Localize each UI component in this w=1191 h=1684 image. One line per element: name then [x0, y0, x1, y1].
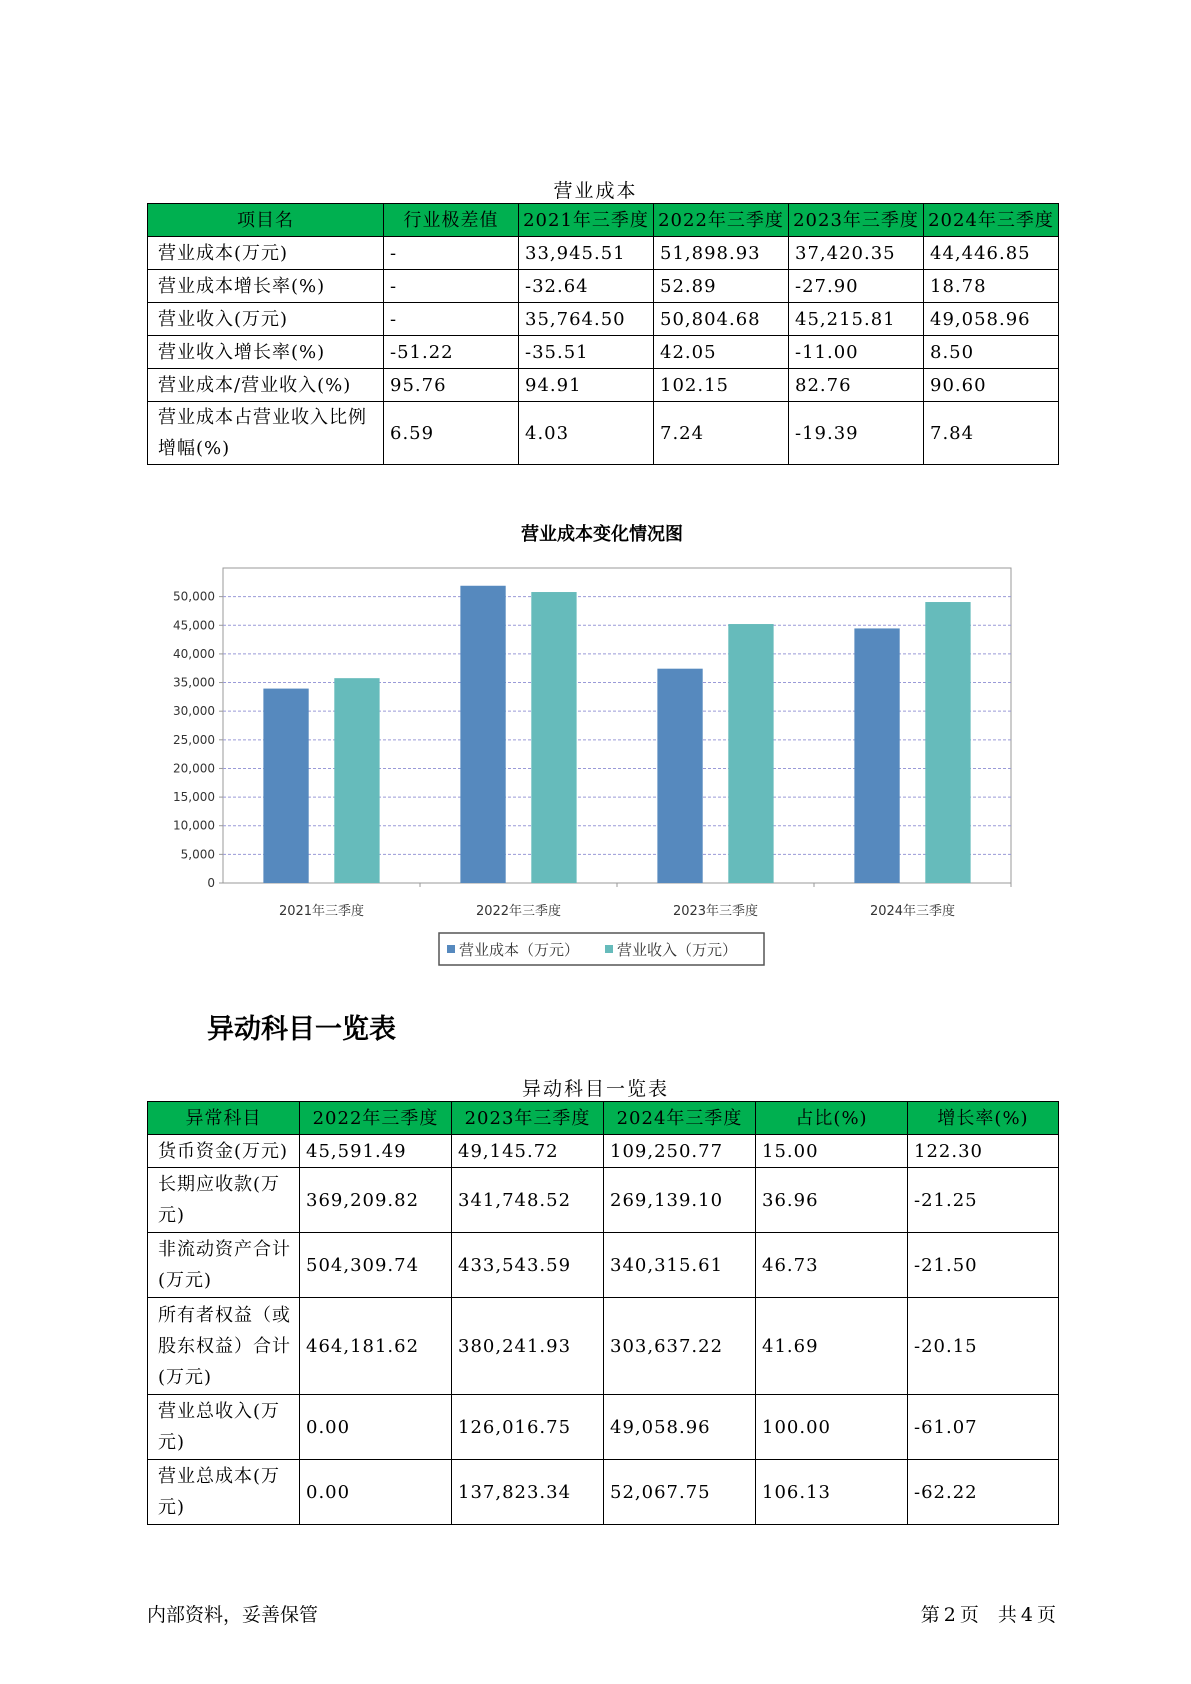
table-cell: 15.00 — [756, 1135, 908, 1168]
page-mid: 页 共 — [959, 1604, 1017, 1626]
footer-page-number — [919, 1600, 1058, 1627]
table2-caption: 异动科目一览表 — [521, 1078, 669, 1100]
table-cell: 44,446.85 — [924, 237, 1059, 270]
table-row — [148, 402, 1059, 465]
table-cell: 45,591.49 — [300, 1135, 452, 1168]
table-cell: 102.15 — [654, 369, 789, 402]
table-cell: 18.78 — [924, 270, 1059, 303]
table1-header-row — [148, 204, 1059, 237]
table-row — [148, 1460, 1059, 1525]
table-cell: 46.73 — [756, 1233, 908, 1298]
table-row — [148, 237, 1059, 270]
table-cell: 营业成本/营业收入(%) — [148, 369, 384, 402]
section-title: 异动科目一览表 — [207, 1014, 396, 1045]
table-row — [148, 1395, 1059, 1460]
table-cell: 营业成本占营业收入比例增幅(%) — [148, 402, 384, 465]
table-cell: - — [384, 303, 519, 336]
table-cell: -27.90 — [789, 270, 924, 303]
table1-header: 2021年三季度 — [519, 204, 654, 237]
table-cell: 货币资金(万元) — [148, 1135, 300, 1168]
bar-cost — [263, 689, 308, 883]
table1-header: 2023年三季度 — [789, 204, 924, 237]
y-tick-label: 45,000 — [173, 618, 215, 633]
table2-header: 增长率(%) — [908, 1102, 1059, 1135]
chart-title: 营业成本变化情况图 — [521, 524, 683, 545]
y-tick-label: 25,000 — [173, 732, 215, 747]
table-cell: 269,139.10 — [604, 1168, 756, 1233]
chart-legend — [439, 933, 764, 965]
table-cell: -62.22 — [908, 1460, 1059, 1525]
table-cell: -21.50 — [908, 1233, 1059, 1298]
table-cell: 45,215.81 — [789, 303, 924, 336]
x-axis — [279, 883, 1011, 919]
bar-revenue — [531, 592, 576, 883]
table-cell: 341,748.52 — [452, 1168, 604, 1233]
table-cell: 营业收入增长率(%) — [148, 336, 384, 369]
table-cell: 营业收入(万元) — [148, 303, 384, 336]
page-current: 2 — [943, 1604, 956, 1626]
y-tick-label: 10,000 — [173, 818, 215, 833]
table-cell: 35,764.50 — [519, 303, 654, 336]
table1-header: 2022年三季度 — [654, 204, 789, 237]
table-cell: 433,543.59 — [452, 1233, 604, 1298]
table-cell: 营业成本(万元) — [148, 237, 384, 270]
table-row — [148, 303, 1059, 336]
table-cell: 137,823.34 — [452, 1460, 604, 1525]
table2-header: 2022年三季度 — [300, 1102, 452, 1135]
table-cell: 100.00 — [756, 1395, 908, 1460]
table-row — [148, 1168, 1059, 1233]
table-row — [148, 270, 1059, 303]
table-cell: 41.69 — [756, 1298, 908, 1395]
table-cell: 营业成本增长率(%) — [148, 270, 384, 303]
table-cell: 33,945.51 — [519, 237, 654, 270]
abnormal-items-table — [147, 1101, 1059, 1525]
table-cell: 52,067.75 — [604, 1460, 756, 1525]
table-row — [148, 1135, 1059, 1168]
table-cell: 464,181.62 — [300, 1298, 452, 1395]
table1-caption: 营业成本 — [553, 180, 638, 202]
table-cell: 369,209.82 — [300, 1168, 452, 1233]
table-cell: 长期应收款(万元) — [148, 1168, 300, 1233]
table-row — [148, 369, 1059, 402]
page-total: 4 — [1020, 1604, 1033, 1626]
legend-swatch-cost — [447, 945, 455, 953]
y-tick-label: 5,000 — [180, 847, 215, 862]
table-cell: 0.00 — [300, 1395, 452, 1460]
y-tick-label: 50,000 — [173, 589, 215, 604]
table1-header: 行业极差值 — [384, 204, 519, 237]
x-tick-label: 2021年三季度 — [278, 904, 365, 919]
x-tick-label: 2024年三季度 — [869, 904, 956, 919]
table-cell: -32.64 — [519, 270, 654, 303]
table-cell: -11.00 — [789, 336, 924, 369]
y-tick-label: 35,000 — [173, 675, 215, 690]
bar-cost — [854, 628, 899, 883]
table-cell: 49,058.96 — [604, 1395, 756, 1460]
table-cell: 营业总收入(万元) — [148, 1395, 300, 1460]
table2-header: 2024年三季度 — [604, 1102, 756, 1135]
table-cell: 8.50 — [924, 336, 1059, 369]
bar-revenue — [334, 678, 379, 883]
page-prefix: 第 — [920, 1604, 940, 1626]
x-tick-label: 2023年三季度 — [672, 904, 759, 919]
table-cell: 营业总成本(万元) — [148, 1460, 300, 1525]
table-cell: 303,637.22 — [604, 1298, 756, 1395]
table-cell: 非流动资产合计(万元) — [148, 1233, 300, 1298]
y-tick-label: 20,000 — [173, 761, 215, 776]
table-row — [148, 336, 1059, 369]
table-cell: 52.89 — [654, 270, 789, 303]
table-cell: 36.96 — [756, 1168, 908, 1233]
table-cell: -19.39 — [789, 402, 924, 465]
table-cell: 7.24 — [654, 402, 789, 465]
table-cell: 82.76 — [789, 369, 924, 402]
table-cell: -51.22 — [384, 336, 519, 369]
table-cell: 所有者权益（或股东权益）合计(万元) — [148, 1298, 300, 1395]
table-cell: - — [384, 270, 519, 303]
y-axis — [173, 590, 223, 890]
table-row — [148, 1298, 1059, 1395]
table1-header: 2024年三季度 — [924, 204, 1059, 237]
table-cell: -21.25 — [908, 1168, 1059, 1233]
table-cell: 37,420.35 — [789, 237, 924, 270]
cost-change-chart — [147, 520, 1058, 975]
table-cell: -20.15 — [908, 1298, 1059, 1395]
legend-label-cost: 营业成本（万元） — [459, 941, 580, 959]
table-cell: 49,145.72 — [452, 1135, 604, 1168]
legend-label-revenue: 营业收入（万元） — [617, 941, 738, 959]
table1-header: 项目名 — [148, 204, 384, 237]
legend-swatch-revenue — [605, 945, 613, 953]
table-cell: 504,309.74 — [300, 1233, 452, 1298]
table2-header: 2023年三季度 — [452, 1102, 604, 1135]
table-cell: 90.60 — [924, 369, 1059, 402]
y-tick-label: 40,000 — [173, 646, 215, 661]
table-cell: 49,058.96 — [924, 303, 1059, 336]
table-cell: 42.05 — [654, 336, 789, 369]
y-tick-label: 30,000 — [173, 704, 215, 719]
table-cell: -35.51 — [519, 336, 654, 369]
page-suffix: 页 — [1036, 1604, 1056, 1626]
table-cell: 122.30 — [908, 1135, 1059, 1168]
table-cell: 380,241.93 — [452, 1298, 604, 1395]
table-cell: 340,315.61 — [604, 1233, 756, 1298]
bar-cost — [460, 586, 505, 883]
footer-confidential-note: 内部资料，妥善保管 — [147, 1604, 319, 1626]
bar-cost — [657, 669, 702, 883]
table-cell: 94.91 — [519, 369, 654, 402]
table-cell: 6.59 — [384, 402, 519, 465]
table-cell: 51,898.93 — [654, 237, 789, 270]
table-cell: 4.03 — [519, 402, 654, 465]
x-tick-label: 2022年三季度 — [475, 904, 562, 919]
table2-header: 异常科目 — [148, 1102, 300, 1135]
table-row — [148, 1233, 1059, 1298]
bar-revenue — [925, 602, 970, 883]
bar-revenue — [728, 624, 773, 883]
y-tick-label: 0 — [207, 876, 215, 890]
y-tick-label: 15,000 — [173, 790, 215, 805]
table2-header: 占比(%) — [756, 1102, 908, 1135]
table-cell: 126,016.75 — [452, 1395, 604, 1460]
table-cell: 106.13 — [756, 1460, 908, 1525]
table-cell: 95.76 — [384, 369, 519, 402]
table-cell: 109,250.77 — [604, 1135, 756, 1168]
table-cell: -61.07 — [908, 1395, 1059, 1460]
table-cell: 0.00 — [300, 1460, 452, 1525]
table-cell: 7.84 — [924, 402, 1059, 465]
table-cell: - — [384, 237, 519, 270]
operating-cost-table — [147, 203, 1059, 465]
table2-header-row — [148, 1102, 1059, 1135]
table-cell: 50,804.68 — [654, 303, 789, 336]
